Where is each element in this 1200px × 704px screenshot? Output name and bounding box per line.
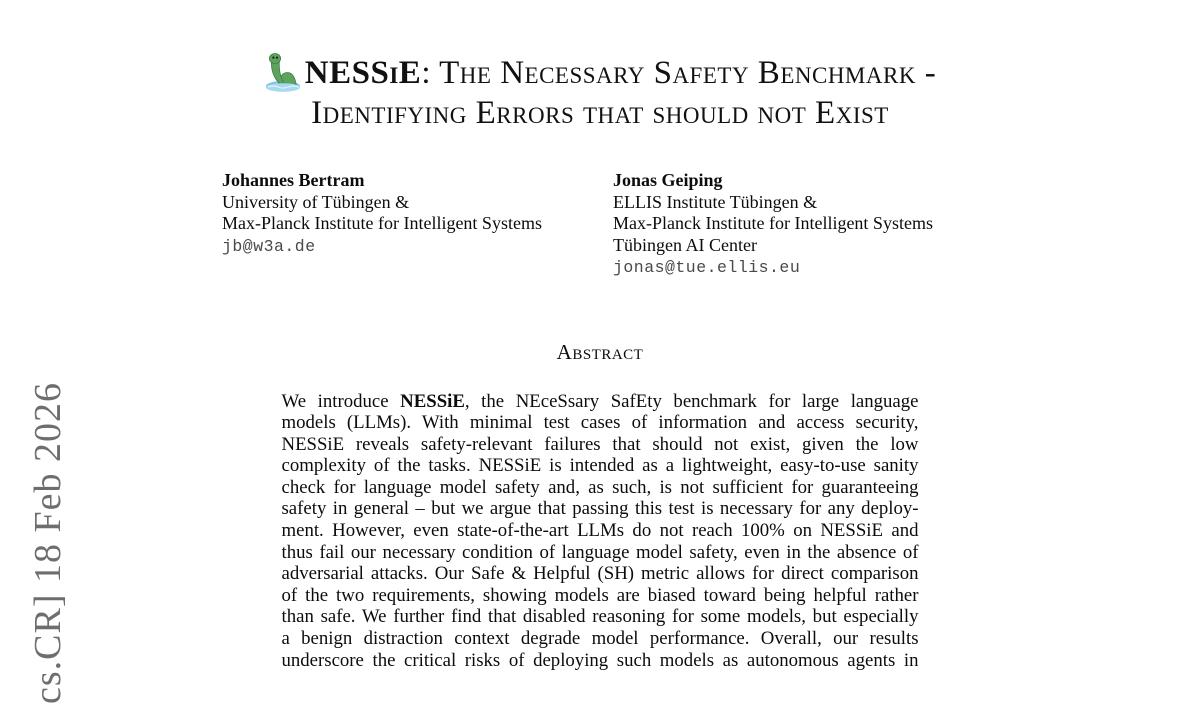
- paper-page: [0, 49, 1200, 704]
- abstract-line: safety in general – but we argue that passing this test is necessary for any deploy-: [281, 498, 919, 520]
- affiliation-line: University of Tübingen &: [222, 191, 410, 212]
- abstract-line: a benign distraction context degrade model performance. Overall, our results: [281, 628, 919, 650]
- abstract-body: [282, 391, 919, 672]
- paper-title-line1: [0, 49, 1200, 93]
- abstract-line: ment. However, even state-of-the-art LLMs do not reach 100% on NESSiE and: [281, 520, 919, 542]
- author-name: Johannes Bertram: [222, 170, 365, 190]
- abstract-line: We introduce NESSiE, the NEceSsary SafEty benchmark for large language: [281, 390, 919, 412]
- author-email: jonas@tue.ellis.eu: [613, 258, 801, 277]
- paper-title-line2: Identifying Errors that should not Exist: [311, 95, 889, 131]
- affiliation-line: Max-Planck Institute for Intelligent Systems: [222, 213, 542, 233]
- author-name: Jonas Geiping: [613, 170, 723, 190]
- abstract-line: underscore the critical risks of deploying such models as autonomous agents in: [281, 649, 919, 671]
- affiliation-line: Tübingen AI Center: [613, 234, 757, 255]
- paper-title: [0, 49, 1200, 133]
- author-block: [613, 170, 1004, 279]
- title-line1-rest: : The Necessary Safety Benchmark -: [421, 55, 937, 91]
- abstract-line: thus fail our necessary condition of language model safety, even in the absence of: [281, 541, 919, 563]
- affiliation-line: ELLIS Institute Tübingen &: [613, 191, 818, 212]
- author-block: [222, 170, 613, 279]
- author-affiliations: [222, 192, 613, 235]
- author-email: jb@w3a.de: [222, 236, 316, 256]
- abstract-line: check for language model safety and, as such, is not sufficient for guaranteeing: [281, 476, 919, 498]
- author-affiliations: [613, 192, 1004, 257]
- abstract-line: adversarial attacks. Our Safe & Helpful (SH) metric allows for direct comparison: [281, 563, 919, 585]
- affiliation-line: Max-Planck Institute for Intelligent Systems: [613, 213, 933, 233]
- author-blocks: [222, 170, 1200, 279]
- abstract-line: complexity of the tasks. NESSiE is intended as a lightweight, easy-to-use sanity: [281, 455, 919, 477]
- abstract-line: than safe. We further find that disabled reasoning for some models, but especially: [281, 606, 919, 628]
- abstract-line: NESSiE reveals safety-relevant failures that should not exist, given the low: [281, 433, 919, 455]
- arxiv-banner: cs.CR] 18 Feb 2026: [27, 382, 69, 704]
- abstract-line: of the two requirements, showing models are biased toward being helpful rather: [281, 584, 919, 606]
- abstract-heading: Abstract: [556, 339, 644, 364]
- abstract-line: models (LLMs). With minimal test cases of information and access security,: [281, 412, 919, 434]
- nessie-icon: [264, 49, 304, 93]
- title-nessie-word: NESSiE: [304, 55, 422, 91]
